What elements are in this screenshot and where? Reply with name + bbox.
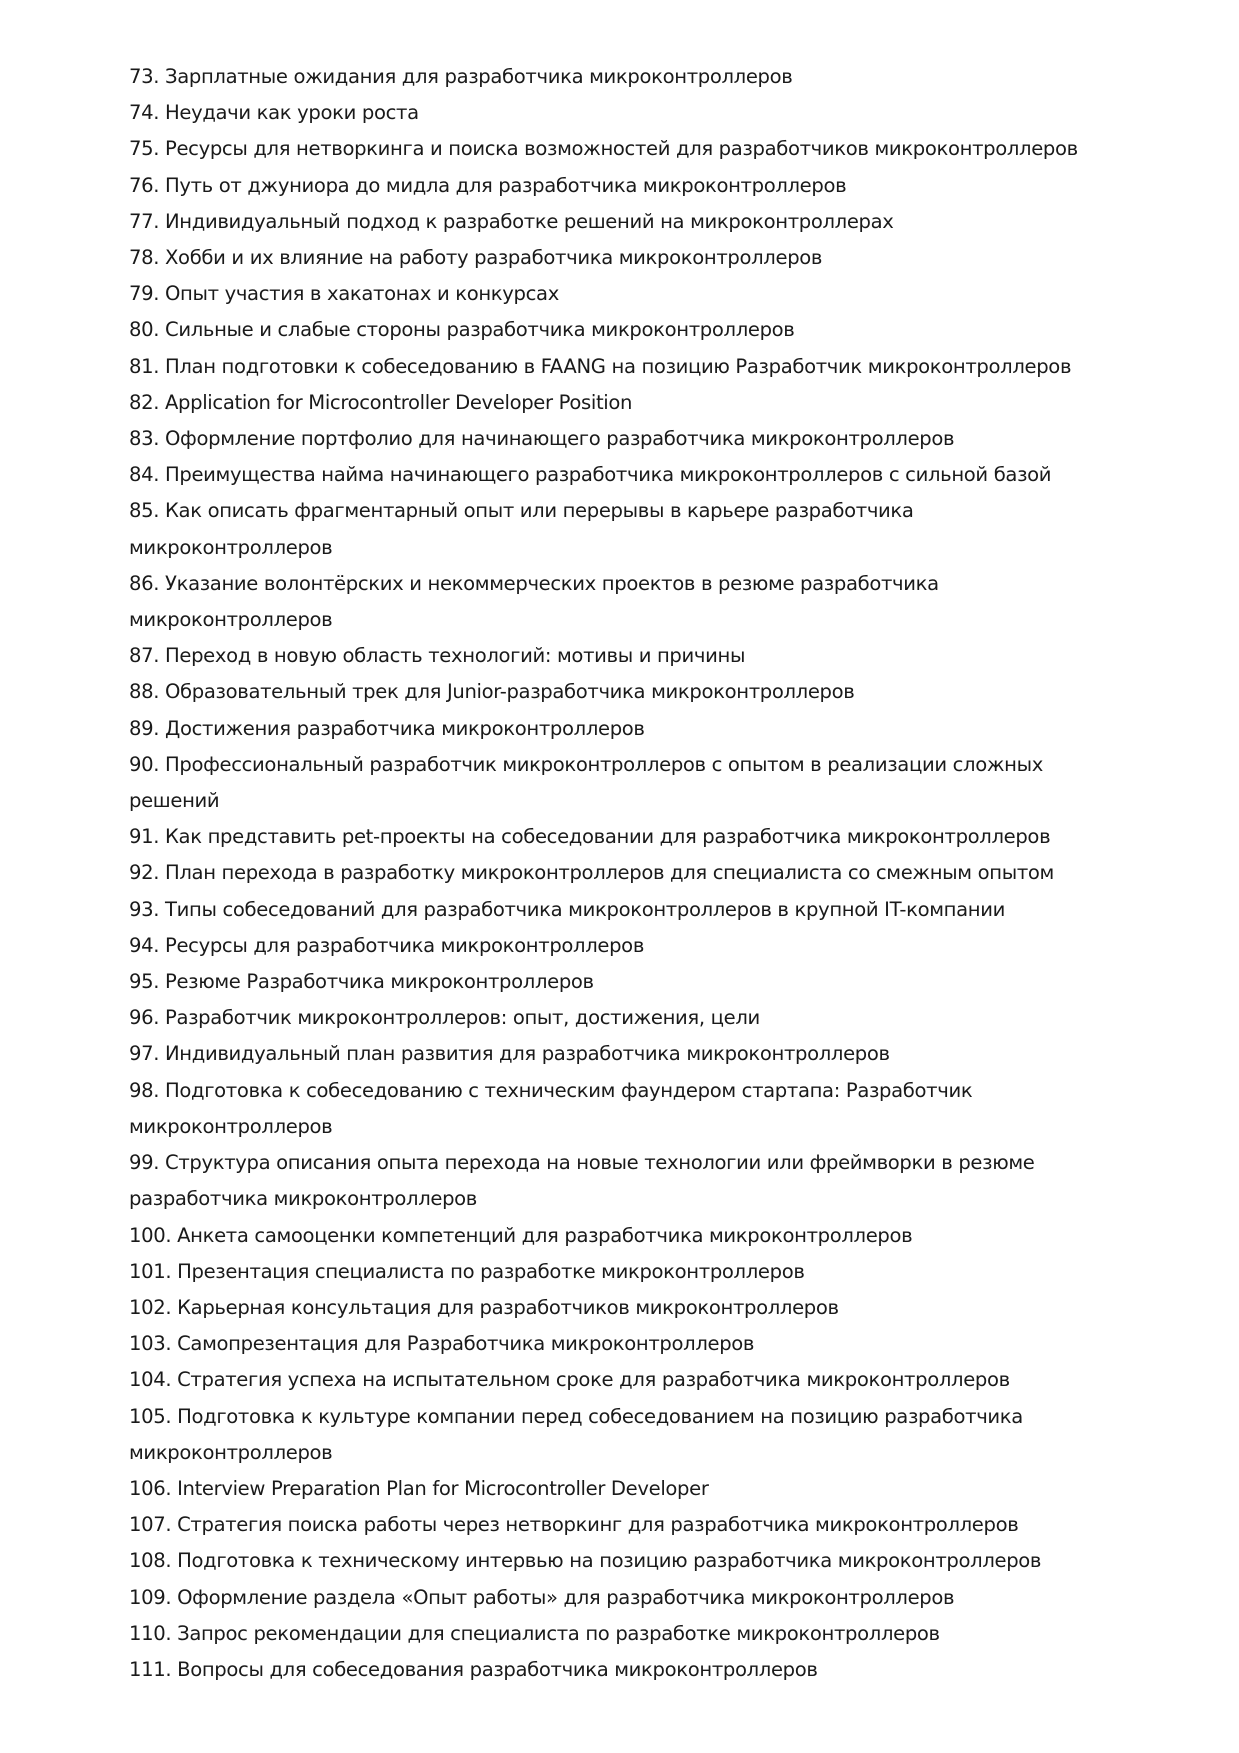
list-item: 78. Хобби и их влияние на работу разработчика микроконтроллеров xyxy=(129,246,823,270)
list-item: 93. Типы собеседований для разработчика микроконтроллеров в крупной IT-компании xyxy=(129,897,1006,921)
list-item: 94. Ресурсы для разработчика микроконтроллеров xyxy=(129,933,645,957)
list-item: 111. Вопросы для собеседования разработчика микроконтроллеров xyxy=(129,1657,818,1681)
list-item: 74. Неудачи как уроки роста xyxy=(129,101,419,125)
list-item: 98. Подготовка к собеседованию с техническим фаундером стартапа: Разработчик микроконтроллеров xyxy=(129,1078,973,1138)
list-item: 99. Структура описания опыта перехода на новые технологии или фреймворки в резюме разработчика микроконтроллеров xyxy=(129,1151,1035,1211)
document-page xyxy=(129,59,1119,1688)
list-item: 75. Ресурсы для нетворкинга и поиска возможностей для разработчиков микроконтроллеров xyxy=(129,137,1078,161)
list-item: 81. План подготовки к собеседованию в FAANG на позицию Разработчик микроконтроллеров xyxy=(129,354,1072,378)
list-item: 96. Разработчик микроконтроллеров: опыт, достижения, цели xyxy=(129,1006,760,1030)
list-item: 91. Как представить pet-проекты на собеседовании для разработчика микроконтроллеров xyxy=(129,825,1051,849)
list-item: 90. Профессиональный разработчик микроконтроллеров с опытом в реализации сложных решений xyxy=(129,752,1043,813)
list-item: 103. Самопрезентация для Разработчика микроконтроллеров xyxy=(129,1332,755,1356)
list-item: 73. Зарплатные ожидания для разработчика микроконтроллеров xyxy=(129,65,793,88)
list-item: 80. Сильные и слабые стороны разработчика микроконтроллеров xyxy=(129,318,795,342)
list-item: 85. Как описать фрагментарный опыт или перерывы в карьере разработчика микроконтроллеров xyxy=(129,499,914,559)
list-item: 110. Запрос рекомендации для специалиста по разработке микроконтроллеров xyxy=(129,1621,940,1645)
list-item: 107. Стратегия поиска работы через нетворкинг для разработчика микроконтроллеров xyxy=(129,1513,1019,1537)
list-item: 79. Опыт участия в хакатонах и конкурсах xyxy=(129,282,559,306)
list-item: 76. Путь от джуниора до мидла для разработчика микроконтроллеров xyxy=(129,173,847,197)
list-item: 83. Оформление портфолио для начинающего разработчика микроконтроллеров xyxy=(129,427,955,451)
list-item: 97. Индивидуальный план развития для разработчика микроконтроллеров xyxy=(129,1042,890,1066)
list-item: 105. Подготовка к культуре компании перед собеседованием на позицию разработчика микроконтроллеров xyxy=(129,1404,1023,1464)
list-item: 88. Образовательный трек для Junior-разработчика микроконтроллеров xyxy=(129,680,855,704)
list-item: 109. Оформление раздела «Опыт работы» для разработчика микроконтроллеров xyxy=(129,1585,955,1609)
list-item: 92. План перехода в разработку микроконтроллеров для специалиста со смежным опытом xyxy=(129,861,1054,885)
list-item: 82. Application for Microcontroller Developer Position xyxy=(129,390,633,414)
list-item: 101. Презентация специалиста по разработке микроконтроллеров xyxy=(129,1259,805,1283)
list-item: 84. Преимущества найма начинающего разработчика микроконтроллеров с сильной базой xyxy=(129,463,1052,487)
list-item: 89. Достижения разработчика микроконтроллеров xyxy=(129,716,645,740)
list-item: 95. Резюме Разработчика микроконтроллеров xyxy=(129,970,594,994)
list-item: 102. Карьерная консультация для разработчиков микроконтроллеров xyxy=(129,1295,839,1319)
list-item: 100. Анкета самооценки компетенций для разработчика микроконтроллеров xyxy=(129,1223,913,1247)
list-item: 87. Переход в новую область технологий: мотивы и причины xyxy=(129,644,746,668)
list-item: 104. Стратегия успеха на испытательном сроке для разработчика микроконтроллеров xyxy=(129,1368,1010,1392)
list-item: 86. Указание волонтёрских и некоммерческих проектов в резюме разработчика микроконтроллеров xyxy=(129,571,939,632)
list-item: 77. Индивидуальный подход к разработке решений на микроконтроллерах xyxy=(129,209,894,233)
list-item: 106. Interview Preparation Plan for Microcontroller Developer xyxy=(129,1476,709,1500)
list-item: 108. Подготовка к техническому интервью на позицию разработчика микроконтроллеров xyxy=(129,1549,1042,1573)
numbered-list xyxy=(129,59,1119,1688)
